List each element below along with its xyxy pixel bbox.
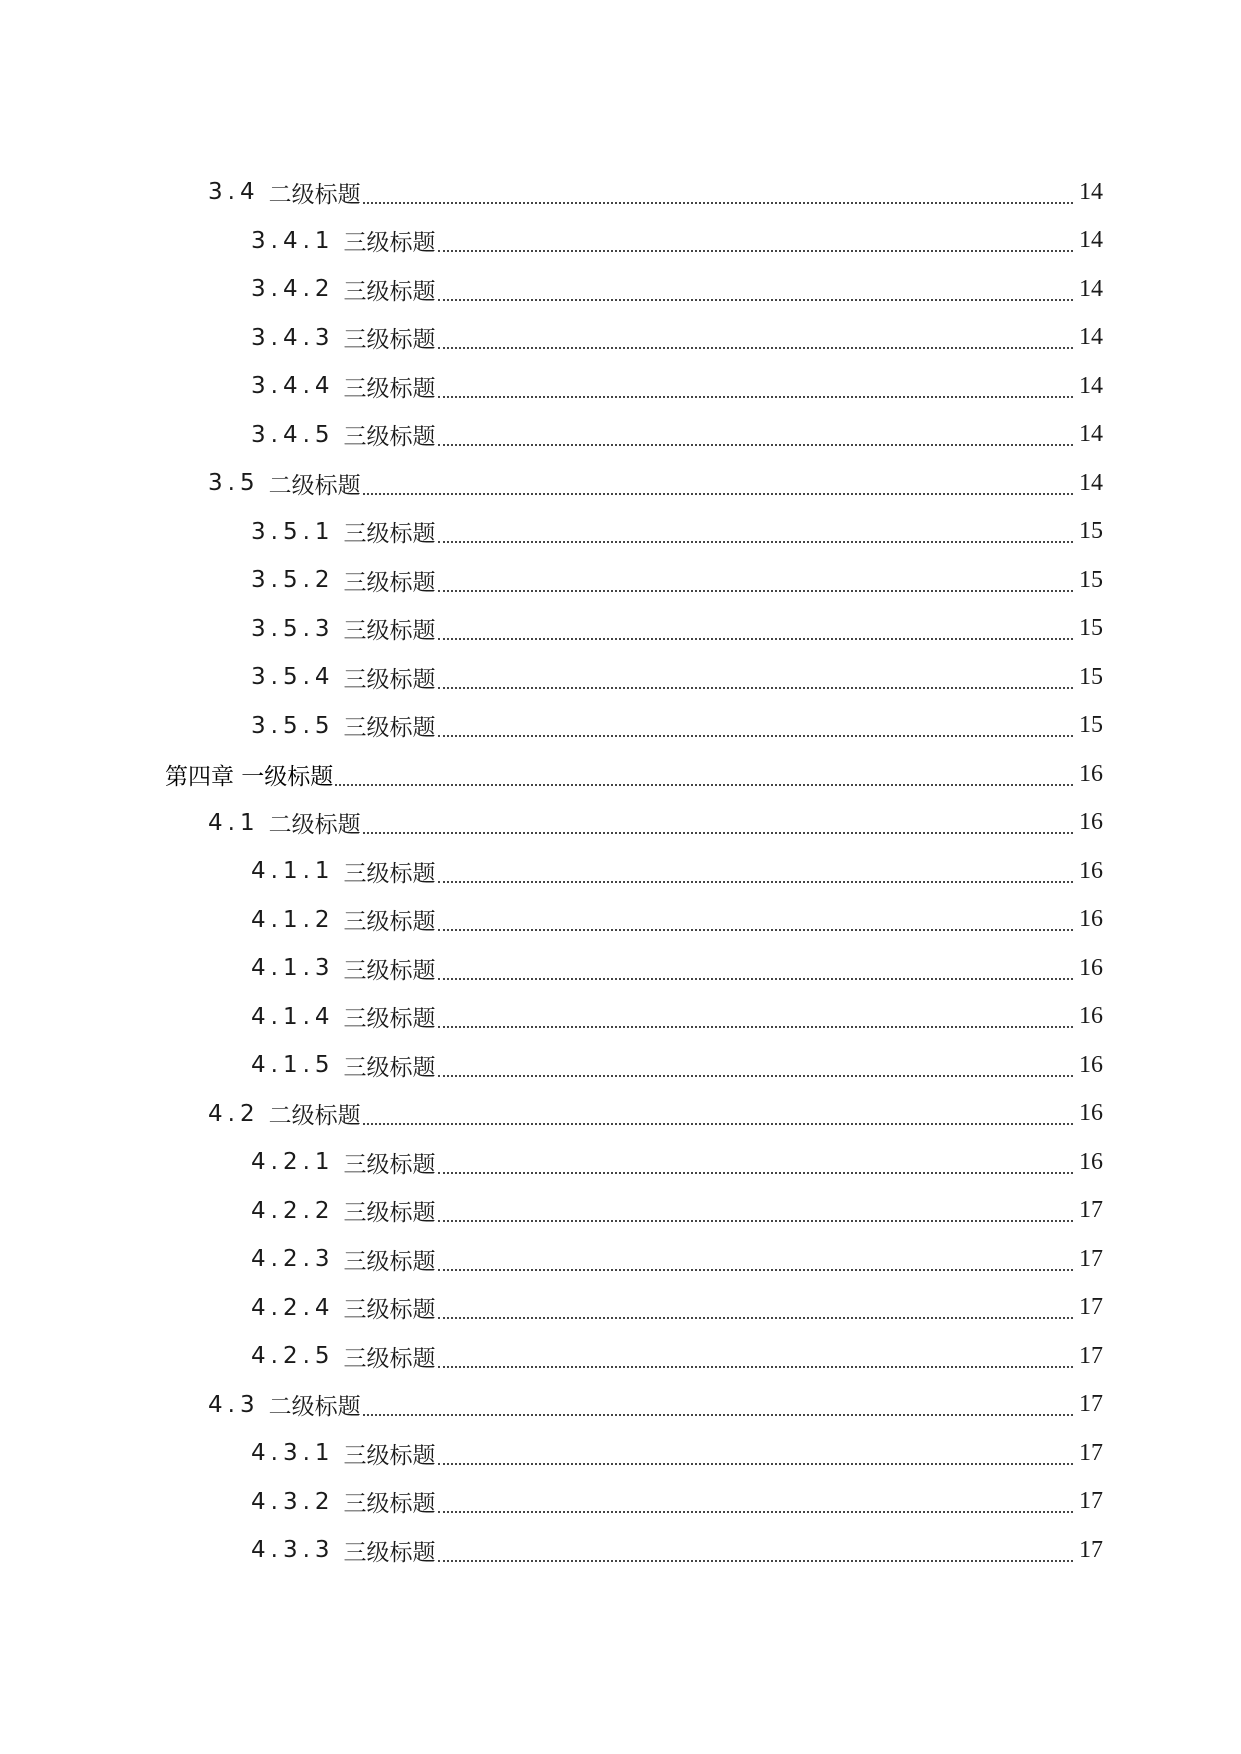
- toc-entry-number: 4.2: [208, 1100, 260, 1127]
- toc-entry-number: 3.5.1: [251, 518, 335, 545]
- toc-entry-title: 二级标题: [268, 812, 361, 839]
- toc-entry[interactable]: [0, 1332, 1241, 1381]
- toc-entry-page-number: 16: [1079, 857, 1103, 884]
- toc-entry-page-number: 16: [1079, 1100, 1103, 1127]
- toc-entry-page-number: 14: [1079, 275, 1103, 302]
- toc-entry-title: 二级标题: [268, 181, 361, 208]
- toc-entry-page-number: 15: [1079, 712, 1103, 739]
- dot-leader: [438, 1075, 1073, 1077]
- toc-entry[interactable]: [0, 556, 1241, 605]
- toc-entry-page-number: 16: [1079, 1148, 1103, 1175]
- toc-entry-page-number: 17: [1079, 1536, 1103, 1563]
- toc-entry-number: 4.3.2: [251, 1488, 335, 1515]
- toc-entry[interactable]: [0, 459, 1241, 508]
- toc-entry[interactable]: [0, 1138, 1241, 1187]
- toc-entry-number: 3.5.4: [251, 664, 335, 691]
- toc-entry[interactable]: [0, 653, 1241, 702]
- toc-entry[interactable]: [0, 896, 1241, 945]
- toc-entry[interactable]: [0, 1478, 1241, 1527]
- toc-entry[interactable]: [0, 1187, 1241, 1236]
- toc-entry[interactable]: [0, 944, 1241, 993]
- toc-entry-page-number: 17: [1079, 1391, 1103, 1418]
- dot-leader: [438, 1366, 1073, 1368]
- toc-entry-title: 三级标题: [343, 1006, 436, 1033]
- dot-leader: [363, 202, 1073, 204]
- toc-entry-number: 4.1.5: [251, 1052, 335, 1079]
- dot-leader: [438, 1026, 1073, 1028]
- dot-leader: [438, 638, 1073, 640]
- dot-leader: [438, 1269, 1073, 1271]
- toc-entry-page-number: 15: [1079, 518, 1103, 545]
- toc-entry-title: 三级标题: [343, 1345, 436, 1372]
- toc-entry-number: 3.5.2: [251, 567, 335, 594]
- dot-leader: [438, 396, 1073, 398]
- toc-entry-title: 三级标题: [343, 230, 436, 257]
- toc-entry-number: 3.4.4: [251, 373, 335, 400]
- toc-entry-number: 4.1.3: [251, 955, 335, 982]
- dot-leader: [438, 929, 1073, 931]
- toc-entry-number: 4.2.1: [251, 1149, 335, 1176]
- dot-leader: [438, 250, 1073, 252]
- dot-leader: [363, 1123, 1073, 1125]
- toc-entry-number: 3.4.1: [251, 227, 335, 254]
- dot-leader: [438, 541, 1073, 543]
- toc-entry-number: 3.5: [208, 470, 260, 497]
- toc-entry-title: 二级标题: [268, 1394, 361, 1421]
- toc-entry-title: 三级标题: [343, 1491, 436, 1518]
- dot-leader: [363, 493, 1073, 495]
- toc-entry[interactable]: [0, 1526, 1241, 1575]
- toc-entry-page-number: 17: [1079, 1488, 1103, 1515]
- toc-entry-number: 4.2.2: [251, 1197, 335, 1224]
- toc-entry-number: 3.4: [208, 179, 260, 206]
- toc-entry-number: 4.1.4: [251, 1003, 335, 1030]
- toc-entry[interactable]: [0, 847, 1241, 896]
- toc-entry-page-number: 16: [1079, 906, 1103, 933]
- toc-entry[interactable]: [0, 1429, 1241, 1478]
- toc-entry-title: 三级标题: [343, 1539, 436, 1566]
- toc-entry-page-number: 14: [1079, 372, 1103, 399]
- toc-entry-title: 三级标题: [343, 278, 436, 305]
- toc-entry-number: 4.3: [208, 1391, 260, 1418]
- toc-entry-page-number: 15: [1079, 566, 1103, 593]
- toc-entry[interactable]: [0, 1090, 1241, 1139]
- toc-entry-title: 三级标题: [343, 569, 436, 596]
- toc-entry-number: 4.1.1: [251, 858, 335, 885]
- toc-entry-page-number: 15: [1079, 663, 1103, 690]
- toc-entry[interactable]: [0, 1381, 1241, 1430]
- toc-entry-title: 第四章 一级标题: [165, 763, 334, 790]
- toc-entry-number: 4.3.1: [251, 1440, 335, 1467]
- dot-leader: [438, 1220, 1073, 1222]
- toc-entry-title: 三级标题: [343, 860, 436, 887]
- toc-entry-page-number: 16: [1079, 1003, 1103, 1030]
- dot-leader: [438, 978, 1073, 980]
- toc-entry-number: 3.4.5: [251, 421, 335, 448]
- dot-leader: [438, 299, 1073, 301]
- toc-entry-page-number: 16: [1079, 809, 1103, 836]
- toc-entry-number: 3.5.3: [251, 615, 335, 642]
- toc-entry-title: 三级标题: [343, 424, 436, 451]
- toc-entry-page-number: 15: [1079, 615, 1103, 642]
- dot-leader: [438, 1172, 1073, 1174]
- toc-entry-title: 三级标题: [343, 1248, 436, 1275]
- toc-entry-number: 3.4.3: [251, 324, 335, 351]
- toc-entry[interactable]: [0, 799, 1241, 848]
- toc-entry-title: 二级标题: [268, 472, 361, 499]
- toc-entry-number: 4.2.5: [251, 1343, 335, 1370]
- toc-entry-page-number: 14: [1079, 227, 1103, 254]
- toc-entry-page-number: 16: [1079, 1051, 1103, 1078]
- toc-entry[interactable]: [0, 1235, 1241, 1284]
- toc-entry[interactable]: [0, 993, 1241, 1042]
- toc-entry-number: 3.4.2: [251, 276, 335, 303]
- toc-entry-title: 三级标题: [343, 375, 436, 402]
- toc-entry-number: 3.5.5: [251, 712, 335, 739]
- dot-leader: [438, 1317, 1073, 1319]
- toc-entry-page-number: 17: [1079, 1342, 1103, 1369]
- toc-entry-page-number: 14: [1079, 324, 1103, 351]
- toc-entry-title: 二级标题: [268, 1103, 361, 1130]
- dot-leader: [438, 347, 1073, 349]
- dot-leader: [438, 735, 1073, 737]
- toc-entry[interactable]: [0, 605, 1241, 654]
- toc-entry-title: 三级标题: [343, 618, 436, 645]
- toc-entry-number: 4.2.4: [251, 1294, 335, 1321]
- toc-entry-page-number: 16: [1079, 954, 1103, 981]
- dot-leader: [363, 1414, 1073, 1416]
- toc-entry-title: 三级标题: [343, 1442, 436, 1469]
- toc-entry[interactable]: [0, 1041, 1241, 1090]
- toc-entry-page-number: 17: [1079, 1245, 1103, 1272]
- toc-entry[interactable]: [0, 508, 1241, 557]
- toc-entry-title: 三级标题: [343, 666, 436, 693]
- toc-entry-title: 三级标题: [343, 909, 436, 936]
- toc-entry-page-number: 17: [1079, 1439, 1103, 1466]
- toc-entry-title: 三级标题: [343, 1151, 436, 1178]
- toc-entry-title: 三级标题: [343, 715, 436, 742]
- toc-entry[interactable]: [0, 217, 1241, 266]
- dot-leader: [363, 832, 1073, 834]
- dot-leader: [438, 687, 1073, 689]
- toc-entry-page-number: 17: [1079, 1197, 1103, 1224]
- toc-entry[interactable]: [0, 411, 1241, 460]
- table-of-contents: [0, 168, 1241, 1575]
- toc-entry-title: 三级标题: [343, 327, 436, 354]
- toc-entry-number: 4.1: [208, 809, 260, 836]
- dot-leader: [438, 1463, 1073, 1465]
- toc-entry-number: 4.1.2: [251, 906, 335, 933]
- dot-leader: [335, 784, 1073, 786]
- toc-entry[interactable]: [0, 168, 1241, 217]
- toc-entry-page-number: 14: [1079, 469, 1103, 496]
- toc-entry-title: 三级标题: [343, 1200, 436, 1227]
- toc-entry-page-number: 14: [1079, 421, 1103, 448]
- dot-leader: [438, 590, 1073, 592]
- toc-entry-title: 三级标题: [343, 1297, 436, 1324]
- toc-entry[interactable]: [0, 1284, 1241, 1333]
- toc-entry-title: 三级标题: [343, 521, 436, 548]
- dot-leader: [438, 444, 1073, 446]
- toc-entry-title: 三级标题: [343, 1054, 436, 1081]
- toc-entry[interactable]: [0, 314, 1241, 363]
- dot-leader: [438, 1511, 1073, 1513]
- toc-entry-page-number: 16: [1079, 760, 1103, 787]
- toc-entry[interactable]: [0, 265, 1241, 314]
- toc-entry[interactable]: [0, 362, 1241, 411]
- dot-leader: [438, 1560, 1073, 1562]
- toc-entry-number: 4.2.3: [251, 1246, 335, 1273]
- dot-leader: [438, 881, 1073, 883]
- toc-entry-page-number: 14: [1079, 178, 1103, 205]
- toc-entry-title: 三级标题: [343, 957, 436, 984]
- toc-entry[interactable]: [0, 750, 1241, 799]
- toc-entry-page-number: 17: [1079, 1294, 1103, 1321]
- toc-entry-number: 4.3.3: [251, 1537, 335, 1564]
- toc-entry[interactable]: [0, 702, 1241, 751]
